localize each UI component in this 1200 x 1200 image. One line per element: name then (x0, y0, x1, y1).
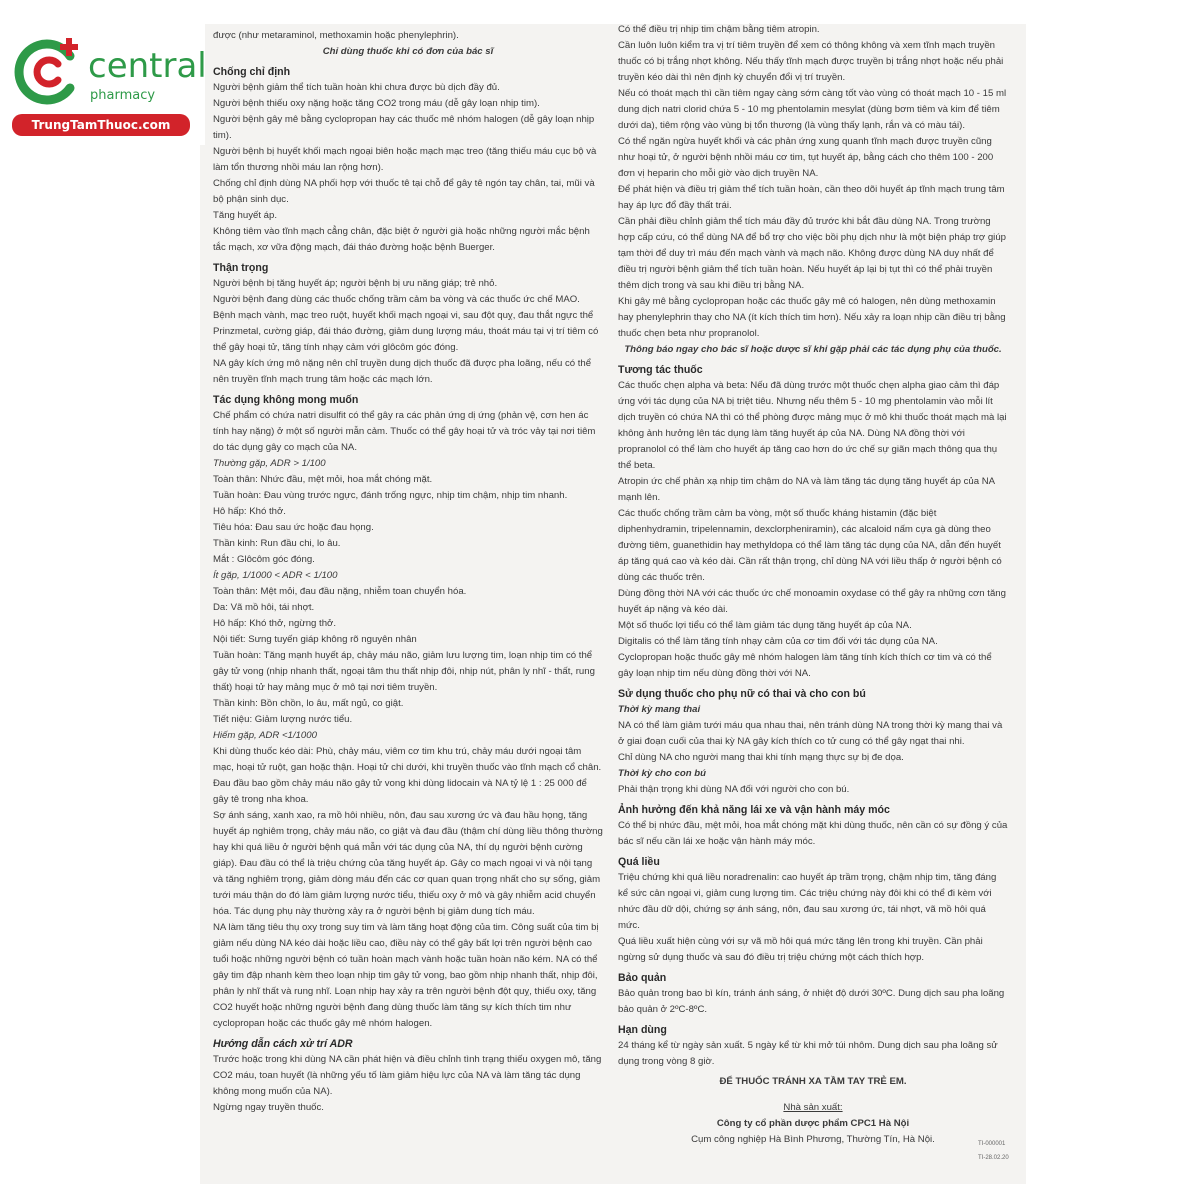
driving-heading: Ảnh hưởng đến khả năng lái xe và vận hành máy móc (618, 804, 890, 816)
ae-item: Tuần hoàn: Đau vùng trước ngực, đánh trống ngực, nhịp tim chậm, nhịp tim nhanh. (213, 490, 568, 501)
ae-item: Da: Vã mồ hôi, tái nhợt. (213, 602, 315, 613)
manage-item: Cần luôn luôn kiểm tra vị trí tiêm truyền để xem có thông không và xem tĩnh mạch truyền thuốc có bị trắng nhợt không. Nếu thấy tĩnh mạch được truyền bị trắng nhợt hoặc nếu phải truyền kéo dài thì nên định kỳ chuyển đổi vị trí truyền. (618, 40, 1004, 83)
contraindications-heading: Chống chỉ định (213, 66, 291, 78)
contra-item: Người bệnh gây mê bằng cyclopropan hay các thuốc mê nhóm halogen (dễ gây loạn nhịp tim). (213, 114, 595, 141)
driving-text: Có thể bị nhức đầu, mệt mỏi, hoa mắt chóng mặt khi dùng thuốc, nên cần có sự đồng ý của bác sĩ nếu cần lái xe hoặc vận hành máy móc. (618, 820, 1008, 847)
manage-item: Có thể ngăn ngừa huyết khối và các phản ứng xung quanh tĩnh mạch được truyền cũng như hoại tử, ở người bệnh nhồi máu cơ tim, tụt huyết áp, bằng cách cho thêm 100 - 200 đơn vị heparin cho mỗi giờ vào dịch truyền NA. (618, 136, 994, 179)
interaction-item: Atropin ức chế phản xạ nhịp tim chậm do NA và làm tăng tác dụng tăng huyết áp của NA mạnh lên. (618, 476, 995, 503)
ae-item: Tiết niệu: Giảm lượng nước tiểu. (213, 714, 353, 725)
ae-item: Thần kinh: Bồn chồn, lo âu, mất ngủ, co giật. (213, 698, 404, 709)
overdose-item: Triệu chứng khi quá liều noradrenalin: cao huyết áp trầm trọng, chậm nhịp tim, tăng đáng kể sức cản ngoại vi, giảm cung lượng tim. Các triệu chứng này đôi khi có thể đi kèm với nhức đầu dữ dội, chứng sợ ánh sáng, nôn, đau sau xương ức, tái nhợt, vã mồ hôi quá mức. (618, 872, 997, 931)
ae-item: Hô hấp: Khó thở, ngừng thở. (213, 618, 337, 629)
pharmacy-logo[interactable] (0, 0, 205, 145)
interaction-item: Các thuốc chống trầm cảm ba vòng, một số thuốc kháng histamin (đặc biệt diphenhydramin, tripelennamin, dexclorpheniramin), các alcaloid nấm cựa gà dùng theo đường tiêm, guanethidin hay methyldopa có thể làm tăng tác dụng của NA, dẫn đến huyết áp tăng quá cao và kéo dài. Cần rất thận trọng, chỉ dùng NA với liều thấp ở người bệnh có dùng các thuốc trên. (618, 508, 1002, 583)
ae-item: Toàn thân: Mệt mỏi, đau đầu nặng, nhiễm toan chuyển hóa. (213, 586, 467, 597)
ae-item: Tuần hoàn: Tăng mạnh huyết áp, chảy máu não, giảm lưu lượng tim, loạn nhịp tim có thể gây tử vong (nhịp nhanh thất, ngoại tâm thu thất nhịp đôi, nhịp nút, phân ly nhĩ - thất, rung thất) hoại tử hay mảng mục ở mô tại nơi tiêm truyền. (213, 650, 595, 693)
adverse-effects-heading: Tác dụng không mong muốn (213, 394, 359, 406)
caution-item: Người bệnh bị tăng huyết áp; người bệnh bị ưu năng giáp; trẻ nhỏ. (213, 278, 498, 289)
interaction-item: Cyclopropan hoặc thuốc gây mê nhóm halogen làm tăng tính kích thích cơ tim và có thể gây loạn nhịp tim nếu dùng đồng thời với NA. (618, 652, 992, 679)
interactions-heading: Tương tác thuốc (618, 364, 703, 376)
adverse-intro: Chế phẩm có chứa natri disulfit có thể gây ra các phản ứng dị ứng (phản vệ, cơn hen ác tính hay nặng) ở một số người mẫn cảm. Thuốc có thể gây hoại tử và tróc vảy tại nơi tiêm do tác dụng gây co mạch của NA. (213, 410, 596, 453)
storage-heading: Bảo quản (618, 972, 667, 984)
caution-item: Bệnh mạch vành, mạc treo ruột, huyết khối mạch ngoại vi, sau đột quỵ, đau thắt ngực thể Prinzmetal, cường giáp, đái tháo đường, giảm dung lượng máu, thoát máu tại vị trí tiêm có thể gây hoại tử, tăng tính nhạy cảm với glôcôm góc đóng. (213, 310, 599, 353)
overdose-item: Quá liều xuất hiện cùng với sự vã mồ hôi quá mức tăng lên trong khi truyền. Cần phải ngừng sử dụng thuốc và sau đó điều trị triệu chứng một cách thích hợp. (618, 936, 983, 963)
frequency-uncommon: Ít gặp, 1/1000 < ADR < 1/100 (213, 570, 338, 581)
left-column (213, 28, 603, 1116)
shelf-life-heading: Hạn dùng (618, 1024, 667, 1036)
pregnancy-subheading: Thời kỳ mang thai (618, 704, 701, 715)
notify-doctor-notice: Thông báo ngay cho bác sĩ hoặc dược sĩ khi gặp phải các tác dụng phụ của thuốc. (624, 344, 1002, 355)
contra-item: Không tiêm vào tĩnh mạch cẳng chân, đặc biệt ở người già hoặc những người mắc bệnh tắc mạch, xơ vữa động mạch, đái tháo đường hoặc bệnh Buerger. (213, 226, 590, 253)
ae-item: Sợ ánh sáng, xanh xao, ra mồ hôi nhiều, nôn, đau sau xương ức và đau hầu họng, tăng huyết áp nghiêm trọng, chảy máu não, co giật và đau đầu (thậm chí dùng liều thông thường hay khi quá liều ở người bệnh quá mẫn với tác dụng của NA, thí dụ người bệnh cường giáp). Đau đầu có thể là triệu chứng của tăng huyết áp. Gây co mạch ngoại vi và nội tạng và tăng nghiêm trọng, giảm dòng máu đến các cơ quan quan trọng nhất cho sự sống, giảm tưới máu thận do đó làm giảm lượng nước tiểu, thiếu oxy ở mô và gây nhiễm acid chuyển hóa. Tác dụng phụ này thường xảy ra ở người bệnh bị giảm dung tích máu. (213, 810, 603, 917)
overdose-heading: Quá liều (618, 856, 660, 868)
pregnancy-heading: Sử dụng thuốc cho phụ nữ có thai và cho con bú (618, 688, 866, 700)
ae-item: Khi dùng thuốc kéo dài: Phù, chảy máu, viêm cơ tim khu trú, chảy máu dưới ngoại tâm mạc, hoại tử ruột, gan hoặc thận. Hoại tử chi dưới, khi truyền thuốc vào tĩnh mạch cổ chân. (213, 746, 602, 773)
ae-item: Đau đầu bao gồm chảy máu não gây tử vong khi dùng lidocain và NA tỷ lệ 1 : 25 000 để gây tê trong nha khoa. (213, 778, 587, 805)
logo-banner: TrungTamThuoc.com (12, 114, 190, 136)
ae-item: Mắt : Glôcôm góc đóng. (213, 554, 315, 565)
manage-item: Khi gây mê bằng cyclopropan hoặc các thuốc gây mê có halogen, nên dùng methoxamin hay phenylephrin thay cho NA (ít kích thích tim hơn). Nếu xảy ra loạn nhịp cần điều trị bằng thuốc chẹn beta như propranolol. (618, 296, 1006, 339)
manage-item: Để phát hiện và điều trị giảm thể tích tuần hoàn, cần theo dõi huyết áp tĩnh mạch trung tâm hay áp lực đổ đầy thất trái. (618, 184, 1005, 211)
interaction-item: Digitalis có thể làm tăng tính nhạy cảm của cơ tim đối với tác dụng của NA. (618, 636, 938, 647)
manage-item: Ngừng ngay truyền thuốc. (213, 1102, 324, 1113)
manufacturer-address: Cụm công nghiệp Hà Bình Phương, Thường Tín, Hà Nội. (691, 1134, 935, 1145)
ae-item: Hô hấp: Khó thở. (213, 506, 286, 517)
ae-item: Tiêu hóa: Đau sau ức hoặc đau họng. (213, 522, 374, 533)
adr-management-heading: Hướng dẫn cách xử trí ADR (213, 1038, 353, 1050)
contra-item: Người bệnh thiếu oxy nặng hoặc tăng CO2 trong máu (dễ gây loạn nhịp tim). (213, 98, 540, 109)
ae-item: Thần kinh: Run đầu chi, lo âu. (213, 538, 341, 549)
manage-item: Cần phải điều chỉnh giảm thể tích máu đầy đủ trước khi bắt đầu dùng NA. Trong trường hợp cấp cứu, có thể dùng NA để bổ trợ cho việc bồi phụ dịch như là một biện pháp trợ giúp tạm thời để duy trì máu đến mạch vành và mạch não. Không được dùng NA duy nhất để điều trị người bệnh giảm thể tích tuần hoàn. Nếu huyết áp lại bị tụt thì có thể phải truyền thêm dịch trong và sau khi điều trị bằng NA. (618, 216, 1006, 291)
interaction-item: Các thuốc chẹn alpha và beta: Nếu đã dùng trước một thuốc chẹn alpha giao cảm thì đáp ứng với tác dụng của NA bị triệt tiêu. Nhưng nếu thêm 5 - 10 mg phentolamin vào mỗi lít dịch truyền có chứa NA thì có thể phòng được mảng mục ở mô khi thuốc thoát mạch mà lại không ảnh hưởng lên tác dụng làm tăng huyết áp của NA. Dùng NA đồng thời với propranolol có thể làm cho huyết áp tăng cao hơn do ức chế sự giãn mạch thông qua thụ thể beta. (618, 380, 1007, 471)
interaction-item: Dùng đồng thời NA với các thuốc ức chế monoamin oxydase có thể gây ra những cơn tăng huyết áp nặng và kéo dài. (618, 588, 1006, 615)
manufacturer-label: Nhà sản xuất: (783, 1102, 843, 1113)
caution-item: Người bệnh đang dùng các thuốc chống trầm cảm ba vòng và các thuốc ức chế MAO. (213, 294, 580, 305)
logo-subtitle: pharmacy (90, 88, 156, 103)
storage-text: Bảo quản trong bao bì kín, tránh ánh sáng, ở nhiệt độ dưới 30ºC. Dung dịch sau pha loãng bảo quản ở 2ºC-8ºC. (618, 988, 1005, 1015)
ae-item: NA làm tăng tiêu thụ oxy trong suy tim và làm tăng hoạt động của tim. Công suất của tim bị giảm nếu dùng NA kéo dài hoặc liều cao, điều này có thể gây bất lợi trên người bệnh cao tuổi hoặc những người bệnh có tuần hoàn mạch vành hoặc tuần hoàn não kém. NA có thể gây tim đập nhanh kèm theo loạn nhịp tim gây tử vong, bao gồm nhịp nhanh thất, nhịp đôi, phân ly nhĩ thất và rung nhĩ. Loạn nhịp hay xảy ra trên người bệnh đột quỵ, thiếu oxy, tăng CO2 huyết hoặc những người bệnh đang dùng thuốc làm tăng sự kích thích tim như cyclopropan hoặc các thuốc gây mê nhóm halogen. (213, 922, 599, 1029)
contra-item: Người bệnh bị huyết khối mạch ngoại biên hoặc mạch mạc treo (tăng thiếu máu cục bộ và làm tổn thương nhồi máu lan rộng hơn). (213, 146, 597, 173)
rx-only-notice: Chỉ dùng thuốc khi có đơn của bác sĩ (322, 46, 494, 57)
lactation-subheading: Thời kỳ cho con bú (618, 768, 706, 779)
manufacturer-name: Công ty cổ phần dược phẩm CPC1 Hà Nội (716, 1118, 910, 1129)
print-date-code: TI-28.02.20 (978, 1155, 1009, 1161)
ae-item: Nội tiết: Sưng tuyến giáp không rõ nguyên nhân (213, 634, 417, 645)
logo-name: central (88, 46, 207, 86)
manage-item: Có thể điều trị nhịp tim chậm bằng tiêm atropin. (618, 24, 820, 35)
contra-item: Người bệnh giảm thể tích tuần hoàn khi chưa được bù dịch đầy đủ. (213, 82, 500, 93)
print-code: TI-000001 (978, 1141, 1006, 1147)
intro-text: được (như metaraminol, methoxamin hoặc phenylephrin). (213, 30, 459, 41)
keep-away-warning: ĐỂ THUỐC TRÁNH XA TẦM TAY TRẺ EM. (719, 1076, 907, 1087)
pregnancy-item: NA có thể làm giảm tưới máu qua nhau thai, nên tránh dùng NA trong thời kỳ mang thai và ở giai đoạn cuối của thai kỳ NA gây kích thích co tử cung có thể gây ngạt thai nhi. (618, 720, 1003, 747)
manage-item: Trước hoặc trong khi dùng NA cần phát hiện và điều chỉnh tình trạng thiếu oxygen mô, tăng CO2 máu, toan huyết (là những yếu tố làm giảm hiệu lực của NA và làm tăng tác dụng không mong muốn của NA). (213, 1054, 602, 1097)
pregnancy-item: Chỉ dùng NA cho người mang thai khi tính mạng thực sự bị đe dọa. (618, 752, 904, 763)
contra-item: Chống chỉ định dùng NA phối hợp với thuốc tê tại chỗ để gây tê ngón tay chân, tai, mũi và bộ phận sinh dục. (213, 178, 595, 205)
frequency-rare: Hiếm gặp, ADR <1/1000 (213, 730, 317, 741)
caution-item: NA gây kích ứng mô nặng nên chỉ truyền dung dịch thuốc đã được pha loãng, nếu có thể nên truyền tĩnh mạch trung tâm hoặc các mạch lớn. (213, 358, 592, 385)
shelf-life-text: 24 tháng kể từ ngày sản xuất. 5 ngày kể từ khi mở túi nhôm. Dung dịch sau pha loãng sử dụng trong vòng 8 giờ. (618, 1040, 998, 1067)
interaction-item: Một số thuốc lợi tiểu có thể làm giảm tác dụng tăng huyết áp của NA. (618, 620, 912, 631)
lactation-text: Phải thận trọng khi dùng NA đối với người cho con bú. (618, 784, 850, 795)
central-logo-icon (10, 34, 86, 110)
manage-item: Nếu có thoát mạch thì cần tiêm ngay càng sớm càng tốt vào vùng có thoát mạch 10 - 15 ml dung dịch natri clorid chứa 5 - 10 mg phentolamin mesylat (dùng bơm tiêm và kim để tiêm dưới da), tiêm rộng vào vùng bị tổn thương (là vùng thấy lạnh, rắn và có màu tái). (618, 88, 1007, 131)
frequency-common: Thường gặp, ADR > 1/100 (213, 458, 326, 469)
caution-heading: Thận trọng (213, 262, 269, 274)
contra-item: Tăng huyết áp. (213, 210, 278, 221)
ae-item: Toàn thân: Nhức đầu, mệt mỏi, hoa mắt chóng mặt. (213, 474, 433, 485)
right-column (618, 22, 1008, 1148)
